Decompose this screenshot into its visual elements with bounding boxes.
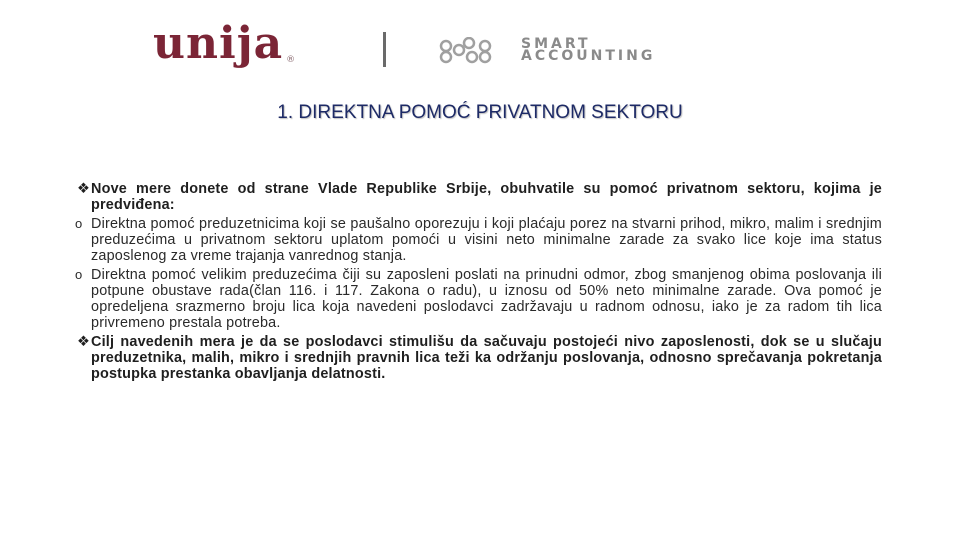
smart-accounting-mark-icon: [437, 37, 497, 64]
diamond-bullet-icon: ❖: [77, 334, 91, 350]
slide-title: 1. DIREKTNA POMOĆ PRIVATNOM SEKTORU: [277, 102, 683, 123]
slide-header: [0, 0, 960, 80]
circle-bullet-icon: o: [75, 216, 83, 231]
circle-bullet-icon: o: [75, 267, 83, 282]
smart-accounting-line1: SMART: [521, 36, 591, 52]
unija-logo: [153, 18, 297, 69]
bullet-item: [77, 334, 882, 382]
registered-mark-icon: ®: [286, 55, 297, 65]
bullet-text: Nove mere donete od strane Vlade Republike Srbije, obuhvatile su pomoć privatnom sektoru, kojima je predviđena:: [91, 181, 882, 213]
logo-divider: [383, 32, 386, 67]
sub-bullet-item: [77, 216, 882, 264]
smart-accounting-logo: [521, 38, 655, 62]
bullet-text: Direktna pomoć velikim preduzećima čiji su zaposleni poslati na prinudni odmor, zbog smanjenog obima poslovanja ili potpune obustave rada(član 116. i 117. Zakona o radu), u iznosu od 50% neto minimalne zarade. Ova pomoć je opredeljena srazmerno broju lica koja navedeni poslodavci zadržavaju u radnom odnosu, iako je za radom tih lica privremeno prestala potreba.: [91, 267, 882, 331]
unija-logo-text: unija: [153, 18, 284, 69]
sub-bullet-item: [77, 267, 882, 331]
bullet-text: Cilj navedenih mera je da se poslodavci stimulišu da sačuvaju postojeći nivo zaposlenosti, dok se u slučaju preduzetnika, malih, mikro i srednjih pravnih lica teži ka održanju poslovanja, odnosno sprečavanja pokretanja postupka prestanka obavljanja delatnosti.: [91, 334, 882, 382]
bullet-text: Direktna pomoć preduzetnicima koji se paušalno oporezuju i koji plaćaju porez na stvarni prihod, mikro, malim i srednjim preduzećima u privatnom sektoru uplatom pomoći u visini neto minimalne zarade za svako lice koje ima status zaposlenog za vreme trajanja vanrednog stanja.: [91, 216, 882, 264]
smart-accounting-line2: ACCOUNTING: [521, 48, 656, 64]
diamond-bullet-icon: ❖: [77, 181, 91, 197]
slide-content: [77, 181, 882, 385]
bullet-item: [77, 181, 882, 213]
